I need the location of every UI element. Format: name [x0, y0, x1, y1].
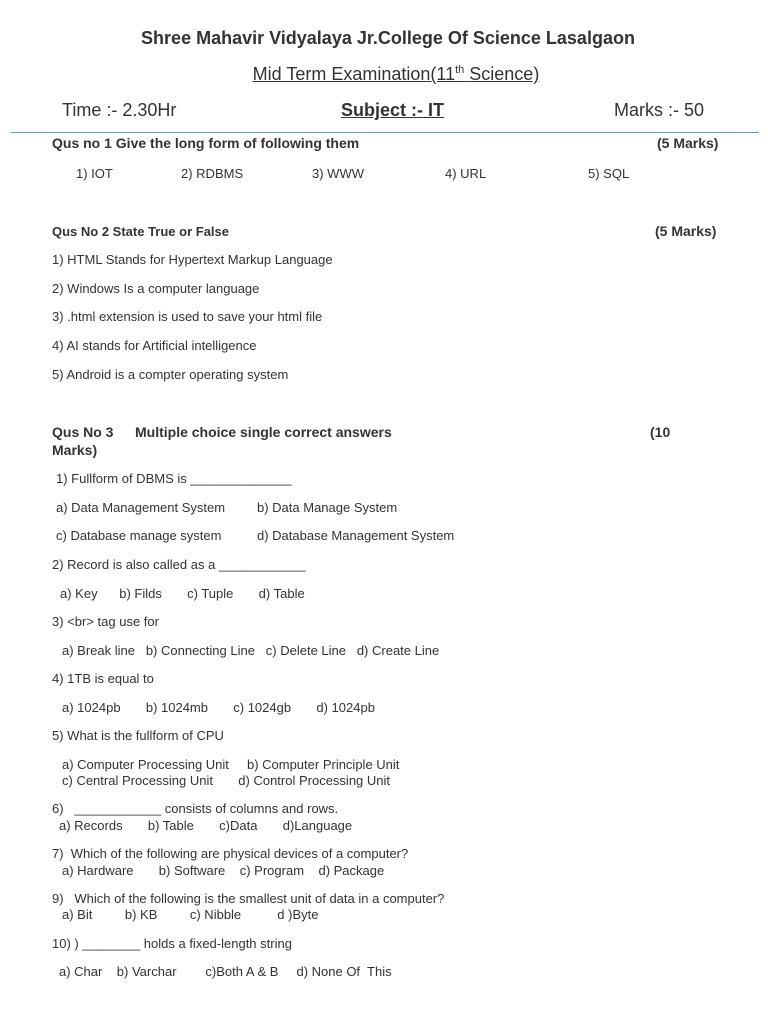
- q3-marks-cont: Marks): [52, 442, 98, 458]
- q3-question-1: 1) Fullform of DBMS is ______________: [56, 471, 292, 486]
- q3-question-9: 9) Which of the following is the smallest unit of data in a computer?: [52, 891, 445, 906]
- q2-item-1: 1) HTML Stands for Hypertext Markup Language: [52, 252, 333, 267]
- q3-option: a) Data Management System: [56, 500, 226, 515]
- q3-option: c) Database manage system: [56, 528, 222, 543]
- q3-options-4: a) 1024pb b) 1024mb c) 1024gb d) 1024pb: [62, 700, 375, 715]
- exam-title-prefix: Mid Term Examination(11: [252, 64, 456, 84]
- header-divider: [11, 132, 759, 133]
- q3-options-7: a) Hardware b) Software c) Program d) Package: [62, 863, 385, 878]
- q2-marks: (5 Marks): [655, 223, 717, 239]
- q3-option: d) Database Management System: [257, 528, 455, 543]
- q2-item-4: 4) AI stands for Artificial intelligence: [52, 338, 257, 353]
- q3-question-5: 5) What is the fullform of CPU: [52, 728, 224, 743]
- exam-marks: Marks :- 50: [614, 100, 705, 120]
- q3-question-3: 3) <br> tag use for: [52, 614, 159, 629]
- q3-marks: (10: [650, 424, 671, 440]
- q3-options-10: a) Char b) Varchar c)Both A & B d) None Of This: [59, 964, 392, 979]
- q3-option: b) Data Manage System: [257, 500, 398, 515]
- exam-title: [0, 64, 768, 85]
- q3-question-4: 4) 1TB is equal to: [52, 671, 154, 686]
- q3-options-9: a) Bit b) KB c) Nibble d )Byte: [62, 907, 319, 922]
- college-name: Shree Mahavir Vidyalaya Jr.College Of Science Lasalgaon: [141, 28, 635, 48]
- q1-item-4: 4) URL: [445, 166, 487, 181]
- q3-options-5b: c) Central Processing Unit d) Control Processing Unit: [62, 773, 391, 788]
- q3-question-6: 6) ____________ consists of columns and rows.: [52, 801, 339, 816]
- q3-title: Multiple choice single correct answers: [135, 424, 392, 440]
- exam-title-sup: th: [455, 64, 465, 76]
- q3-question-7: 7) Which of the following are physical devices of a computer?: [52, 846, 409, 861]
- q2-item-3: 3) .html extension is used to save your html file: [52, 309, 323, 324]
- q3-question-10: 10) ) ________ holds a fixed-length string: [52, 936, 292, 951]
- exam-subject: Subject :- IT: [341, 100, 444, 120]
- q3-number: Qus No 3: [52, 424, 114, 440]
- q3-question-2: 2) Record is also called as a ____________: [52, 557, 306, 572]
- q1-marks: (5 Marks): [657, 135, 719, 151]
- q1-item-3: 3) WWW: [312, 166, 364, 181]
- q3-options-6: a) Records b) Table c)Data d)Language: [59, 818, 353, 833]
- q1-item-1: 1) IOT: [76, 166, 113, 181]
- q3-options-3: a) Break line b) Connecting Line c) Delete Line d) Create Line: [62, 643, 440, 658]
- q1-item-5: 5) SQL: [588, 166, 630, 181]
- q3-options-5a: a) Computer Processing Unit b) Computer Principle Unit: [62, 757, 400, 772]
- exam-time: Time :- 2.30Hr: [62, 100, 177, 120]
- q2-item-2: 2) Windows Is a computer language: [52, 281, 260, 296]
- q3-options-2: a) Key b) Filds c) Tuple d) Table: [60, 586, 305, 601]
- exam-title-suffix: Science): [464, 64, 540, 84]
- q2-title: Qus No 2 State True or False: [52, 224, 229, 239]
- q1-title: Qus no 1 Give the long form of following them: [52, 135, 360, 151]
- q2-item-5: 5) Android is a compter operating system: [52, 367, 289, 382]
- q1-item-2: 2) RDBMS: [181, 166, 244, 181]
